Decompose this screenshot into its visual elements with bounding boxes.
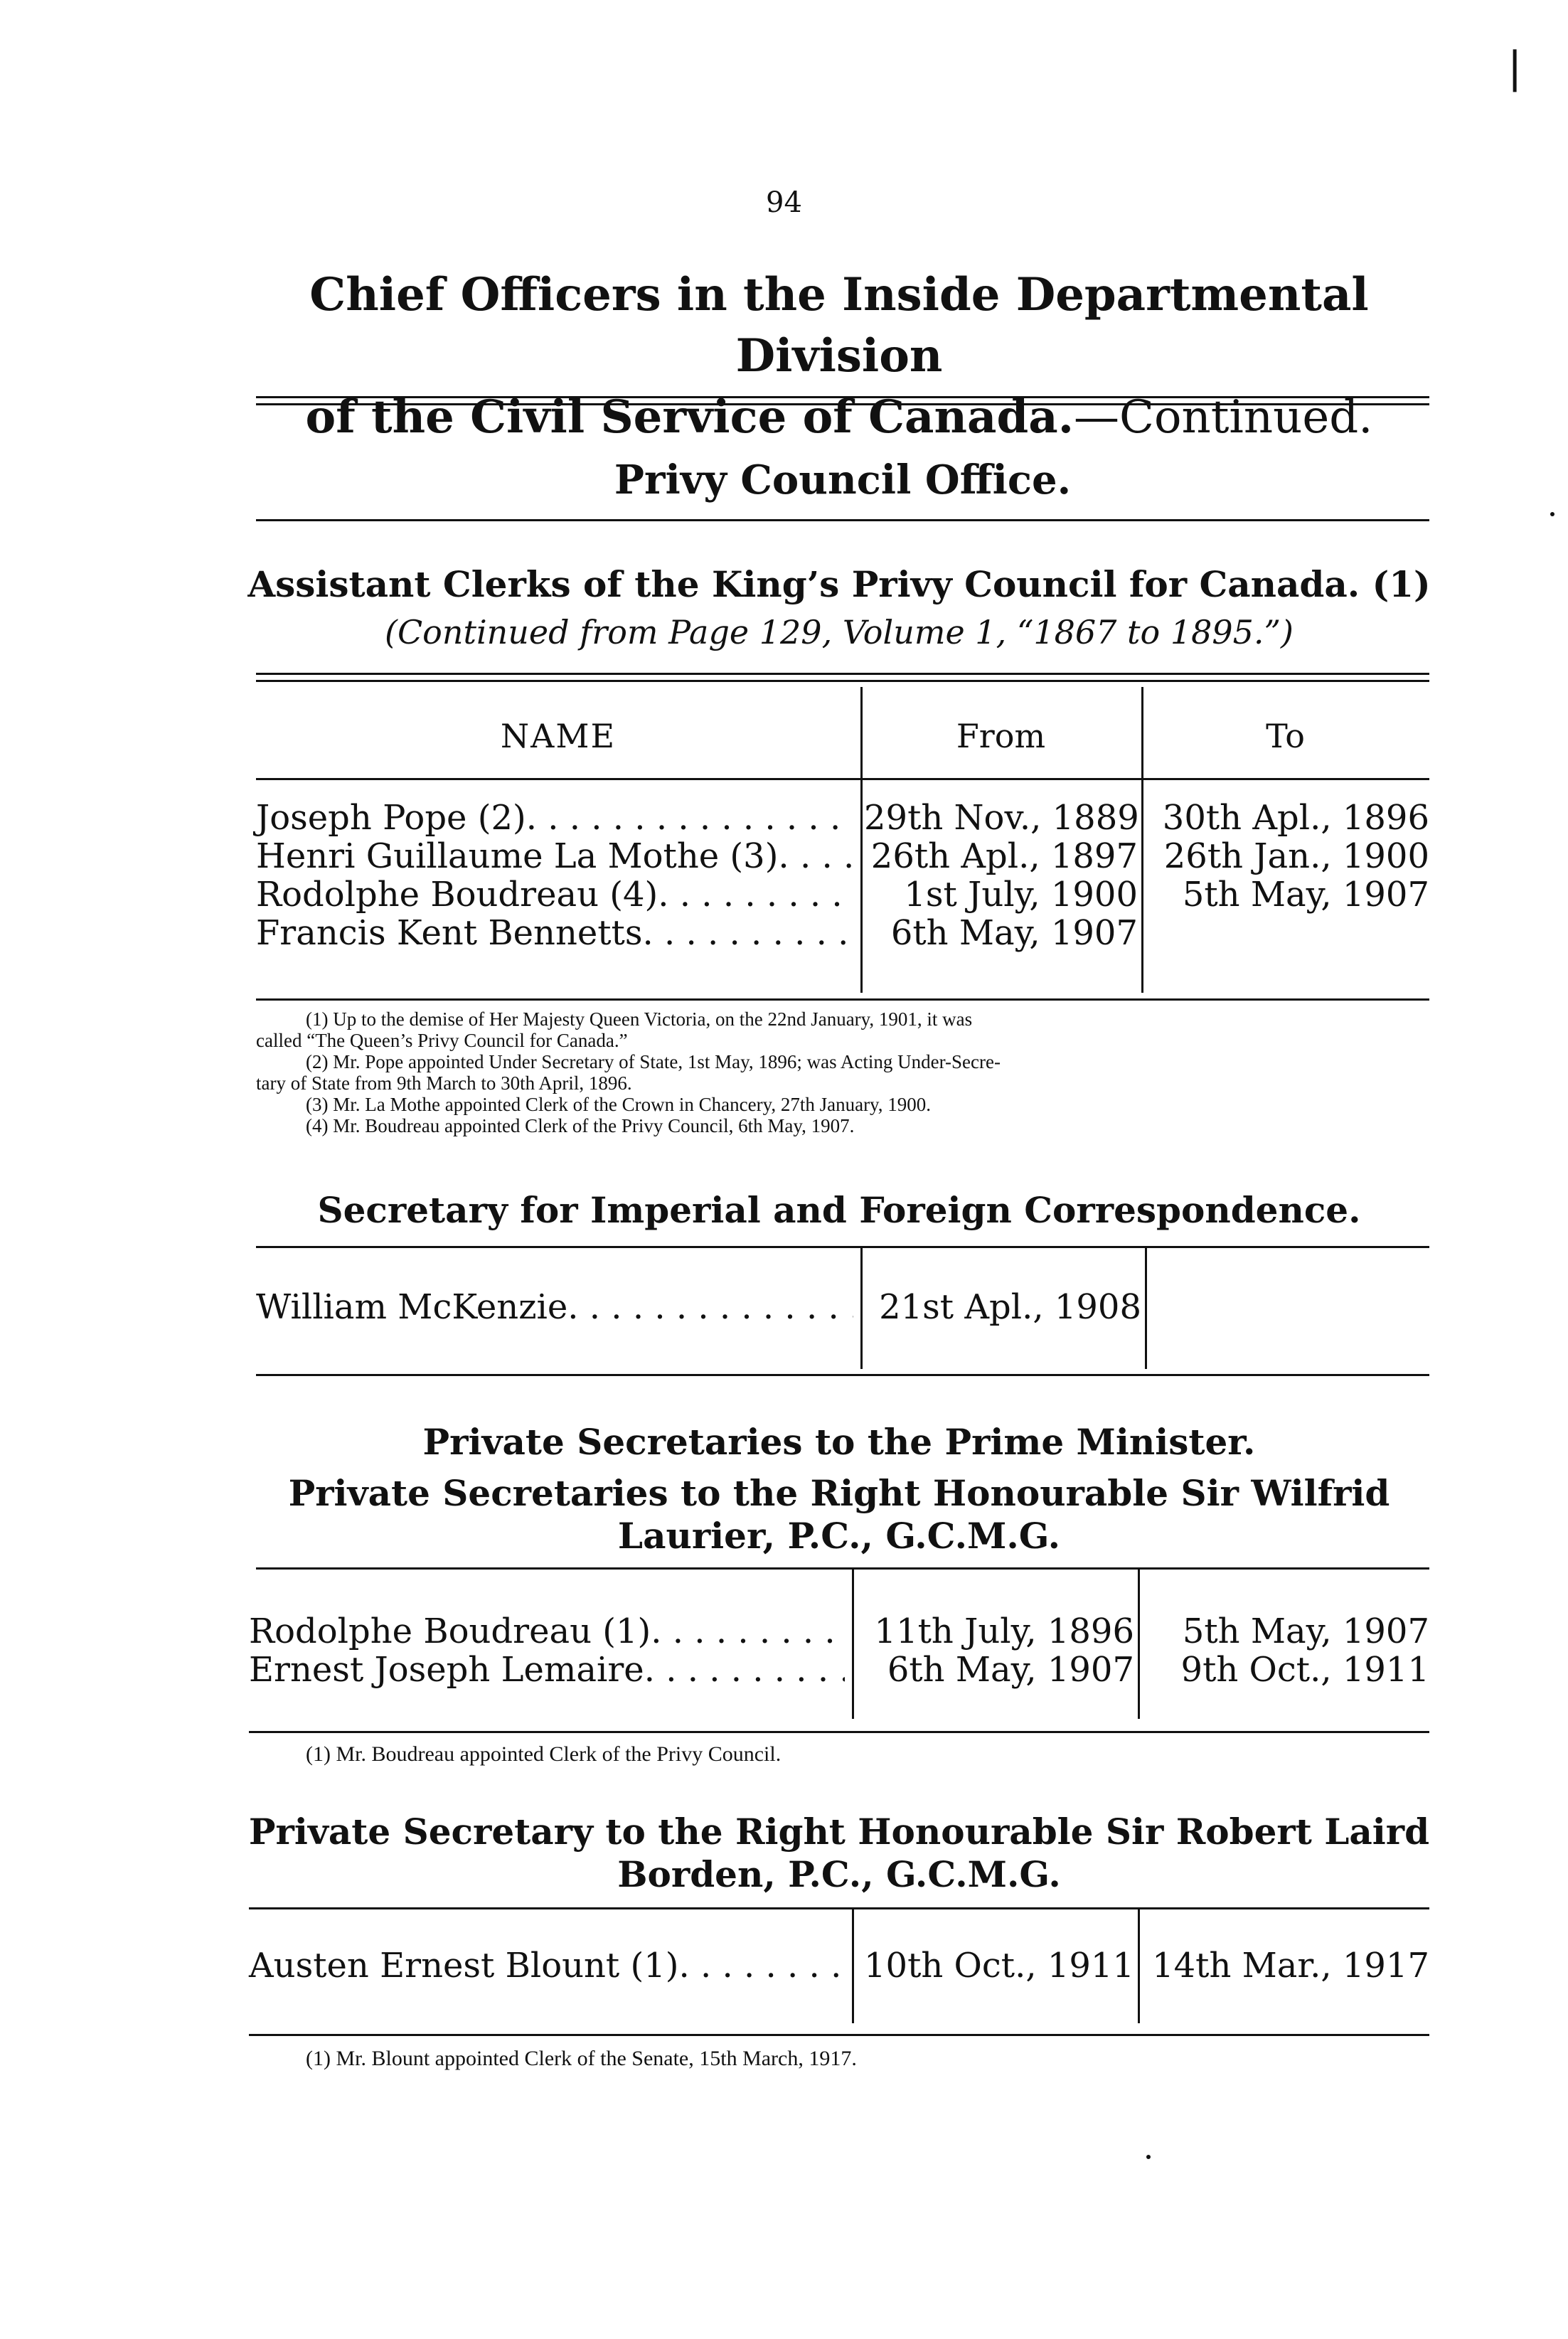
column-divider <box>1145 1248 1147 1369</box>
title-line-1: Chief Officers in the Inside Departmental Division <box>309 268 1369 383</box>
row-from: 1st July, 1900 <box>904 875 1138 915</box>
footnote: (1) Up to the demise of Her Majesty Queen Victoria, on the 22nd January, 1901, it was <box>306 1008 973 1030</box>
section4-heading-line2: Borden, P.C., G.C.M.G. <box>617 1853 1061 1895</box>
double-rule-bottom <box>256 403 1429 405</box>
column-divider <box>1138 1570 1140 1719</box>
row-name: Ernest Joseph Lemaire . . . <box>249 1651 845 1688</box>
column-divider <box>860 1248 863 1369</box>
row-name: William McKenzie . . . <box>256 1289 853 1326</box>
section1-continued-note: (Continued from Page 129, Volume 1, “1867 to 1895.”) <box>385 613 1294 651</box>
column-divider <box>1138 1909 1140 2023</box>
row-to: 5th May, 1907 <box>1182 1611 1429 1651</box>
row-name: Rodolphe Boudreau (4) . . . <box>256 876 853 913</box>
row-name: Austen Ernest Blount (1) . . . <box>249 1947 845 1984</box>
section3-heading: Private Secretaries to the Prime Minister. <box>422 1421 1256 1463</box>
row-to: 14th Mar., 1917 <box>1152 1946 1429 1986</box>
column-header-to: To <box>1266 717 1305 755</box>
footnote: (1) Mr. Boudreau appointed Clerk of the Privy Council. <box>306 1742 782 1766</box>
title-line-2-continued: —Continued. <box>1073 391 1373 444</box>
section1-double-rule-bottom <box>256 680 1429 682</box>
section3-bottom-rule <box>249 1731 1429 1733</box>
row-from: 6th May, 1907 <box>890 913 1138 953</box>
row-from: 11th July, 1896 <box>874 1611 1134 1651</box>
page-number: 94 <box>766 186 802 219</box>
section3-top-rule <box>256 1567 1429 1570</box>
row-from: 6th May, 1907 <box>887 1650 1134 1690</box>
office-rule <box>256 519 1429 521</box>
column-divider <box>1141 687 1143 993</box>
column-header-from: From <box>956 717 1046 755</box>
column-divider <box>860 687 863 993</box>
row-to: 30th Apl., 1896 <box>1162 798 1429 838</box>
section4-top-rule <box>249 1907 1429 1909</box>
section2-heading: Secretary for Imperial and Foreign Correspondence. <box>317 1189 1361 1231</box>
section2-top-rule <box>256 1246 1429 1248</box>
office-heading: Privy Council Office. <box>614 457 1072 504</box>
row-to: 26th Jan., 1900 <box>1163 836 1429 876</box>
footnote: tary of State from 9th March to 30th April, 1896. <box>256 1072 632 1094</box>
section1-double-rule-top <box>256 673 1429 675</box>
margin-mark: ❘ <box>1497 43 1533 92</box>
section3-subheading-line1: Private Secretaries to the Right Honourable Sir Wilfrid <box>288 1472 1390 1514</box>
ink-speck <box>1146 2155 1151 2159</box>
section4-heading-line1: Private Secretary to the Right Honourable Sir Robert Laird <box>248 1811 1430 1853</box>
row-to: 9th Oct., 1911 <box>1180 1650 1429 1690</box>
column-divider <box>852 1909 854 2023</box>
row-from: 21st Apl., 1908 <box>879 1287 1141 1327</box>
footnote: called “The Queen’s Privy Council for Canada.” <box>256 1030 628 1051</box>
table-bottom-rule <box>256 998 1429 1001</box>
row-name: Henri Guillaume La Mothe (3) . . . <box>256 838 853 875</box>
section3-subheading-line2: Laurier, P.C., G.C.M.G. <box>617 1515 1061 1557</box>
section2-bottom-rule <box>256 1374 1429 1376</box>
section4-bottom-rule <box>249 2034 1429 2036</box>
row-to: 5th May, 1907 <box>1182 875 1429 915</box>
footnote: (1) Mr. Blount appointed Clerk of the Senate, 15th March, 1917. <box>306 2047 857 2070</box>
row-name: Francis Kent Bennetts . . . <box>256 915 853 952</box>
row-from: 29th Nov., 1889 <box>864 798 1139 838</box>
row-from: 26th Apl., 1897 <box>870 836 1138 876</box>
footnote: (2) Mr. Pope appointed Under Secretary of State, 1st May, 1896; was Acting Under-Secre- <box>306 1051 1001 1072</box>
double-rule-top <box>256 396 1429 398</box>
header-rule <box>256 778 1429 780</box>
footnote: (4) Mr. Boudreau appointed Clerk of the Privy Council, 6th May, 1907. <box>306 1115 855 1136</box>
column-header-name: NAME <box>500 717 617 755</box>
title-line-2-bold: of the Civil Service of Canada. <box>305 390 1074 444</box>
footnote: (3) Mr. La Mothe appointed Clerk of the Crown in Chancery, 27th January, 1900. <box>306 1094 932 1115</box>
row-name: Joseph Pope (2) . . . <box>256 799 853 836</box>
row-name: Rodolphe Boudreau (1) . . . <box>249 1613 845 1650</box>
section1-heading: Assistant Clerks of the King’s Privy Council for Canada. (1) <box>247 563 1431 605</box>
page-title <box>242 265 1436 448</box>
ink-speck <box>1550 512 1554 516</box>
row-from: 10th Oct., 1911 <box>864 1946 1134 1986</box>
column-divider <box>852 1570 854 1719</box>
